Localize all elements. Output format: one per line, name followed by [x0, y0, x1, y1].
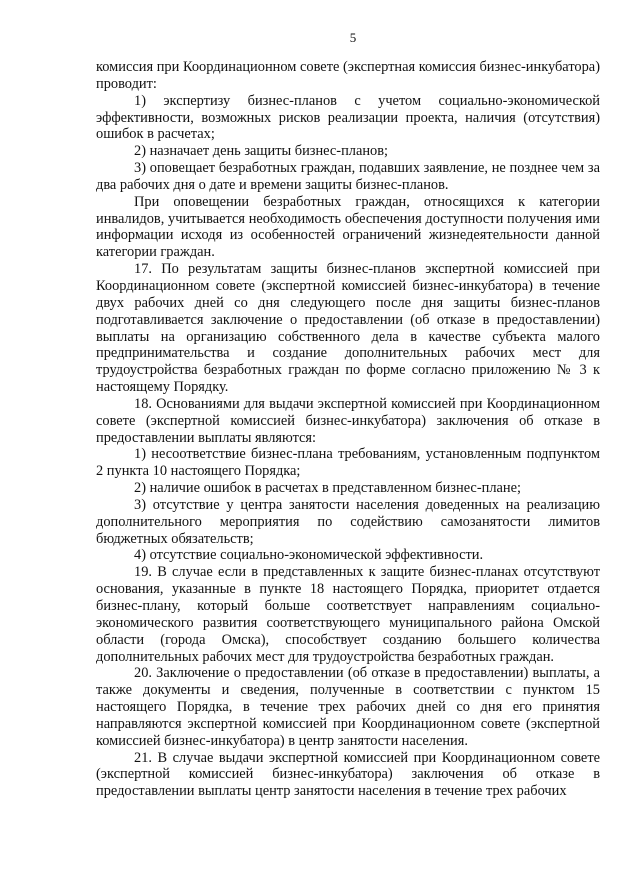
- paragraph: 2) назначает день защиты бизнес-планов;: [134, 143, 389, 160]
- paragraph: 3) оповещает безработных граждан, подавших заявление, не позднее чем за два рабочих дня о дате и времени защиты бизнес-планов.: [96, 160, 600, 193]
- paragraph: 1) несоответствие бизнес-плана требованиям, установленным подпунктом 2 пункта 10 настоящего Порядка;: [96, 446, 600, 480]
- paragraph: комиссия при Координационном совете (экспертная комиссия бизнес-инкубатора) проводит:: [96, 59, 600, 92]
- page-number: 5: [349, 30, 357, 45]
- paragraph: 3) отсутствие у центра занятости населения доведенных на реализацию дополнительного мероприятия по содействию самозанятости лимитов бюджетных обязательств;: [96, 496, 600, 547]
- paragraph: 18. Основаниями для выдачи экспертной комиссией при Координационном совете (экспертной комиссией бизнес-инкубатора) заключения об отказе в предоставлении выплаты являются:: [96, 395, 600, 446]
- paragraph: 4) отсутствие социально-экономической эффективности.: [134, 547, 484, 564]
- paragraph: 20. Заключение о предоставлении (об отказе в предоставлении) выплаты, а также документы и сведения, полученные в соответствии с пунктом 15 настоящего Порядка, в течение трех рабочих дней со дня его принятия направляются экспертной комиссией при Координационном совете (экспертной комиссией бизнес-инкубатора) в центр занятости населения.: [96, 665, 600, 749]
- paragraph: 19. В случае если в представленных к защите бизнес-планах отсутствуют основания, указанные в пункте 18 настоящего Порядка, приоритет отдается бизнес-плану, который больше соответствует направлениям социально-экономического развития соответствующего муниципального района Омской области (города Омска), способствует созданию большего количества дополнительных рабочих мест для трудоустройства безработных граждан.: [96, 564, 600, 665]
- document-body: [96, 59, 600, 800]
- paragraph: 2) наличие ошибок в расчетах в представленном бизнес-плане;: [134, 480, 521, 497]
- paragraph: При оповещении безработных граждан, относящихся к категории инвалидов, учитывается необходимость обеспечения доступности получения ими информации исходя из особенностей ограничений жизнедеятельности данной категории граждан.: [96, 193, 600, 261]
- paragraph: 17. По результатам защиты бизнес-планов экспертной комиссией при Координационном совете (экспертной комиссией бизнес-инкубатора) в течение двух рабочих дней со дня следующего после дня защиты бизнес-планов подготавливается заключение о предоставлении (об отказе в предоставлении) выплаты на организацию собственного дела в качестве субъекта малого предпринимательства и создание дополнительных рабочих мест для трудоустройства безработных граждан по форме согласно приложению № 3 к настоящему Порядку.: [96, 261, 600, 396]
- paragraph: 1) экспертизу бизнес-планов с учетом социально-экономической эффективности, возможных рисков реализации проекта, наличия (отсутствия) ошибок в расчетах;: [96, 92, 600, 143]
- paragraph: 21. В случае выдачи экспертной комиссией при Координационном совете (экспертной комиссией бизнес-инкубатора) заключения об отказе в предоставлении выплаты центр занятости населения в течение трех рабочих: [96, 749, 600, 800]
